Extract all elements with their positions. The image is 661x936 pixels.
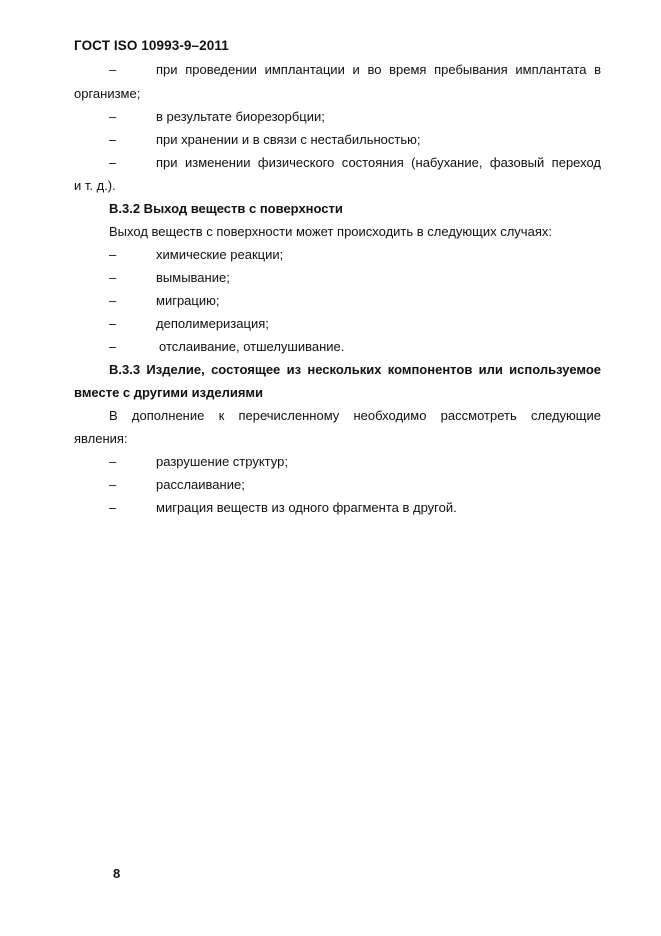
list-dash: –: [109, 62, 117, 77]
list-item: миграцию;: [156, 293, 220, 308]
section-heading-b33-cont: вместе с другими изделиями: [74, 385, 264, 400]
section-intro-cont: явления:: [74, 431, 128, 446]
section-heading-b32: В.3.2 Выход веществ с поверхности: [109, 201, 343, 216]
list-dash: –: [109, 132, 117, 147]
list-dash: –: [109, 155, 117, 170]
list-dash: –: [109, 247, 117, 262]
list-dash: –: [109, 316, 117, 331]
list-item: в результате биорезорбции;: [156, 109, 325, 124]
list-item: вымывание;: [156, 270, 230, 285]
list-dash: –: [109, 454, 117, 469]
list-item: миграция веществ из одного фрагмента в другой.: [156, 500, 457, 515]
list-item: деполимеризация;: [156, 316, 269, 331]
list-item: расслаивание;: [156, 477, 245, 492]
section-heading-b33: В.3.3 Изделие, состоящее из нескольких компонентов или используемое: [109, 362, 601, 377]
list-item-continuation: и т. д.).: [74, 178, 116, 193]
section-intro: В дополнение к перечисленному необходимо рассмотреть следующие: [109, 408, 601, 423]
list-dash: –: [109, 500, 117, 515]
list-item: при хранении и в связи с нестабильностью;: [156, 132, 421, 147]
list-dash: –: [109, 293, 117, 308]
list-dash: –: [109, 270, 117, 285]
document-header: ГОСТ ISO 10993-9–2011: [74, 38, 229, 53]
list-item-continuation: организме;: [74, 86, 141, 101]
page-number: 8: [113, 866, 121, 881]
list-item: при проведении имплантации и во время пребывания имплантата в: [156, 62, 601, 77]
list-item: химические реакции;: [156, 247, 284, 262]
list-dash: –: [109, 477, 117, 492]
list-dash: –: [109, 339, 117, 354]
list-dash: –: [109, 109, 117, 124]
section-intro: Выход веществ с поверхности может происходить в следующих случаях:: [109, 224, 552, 239]
list-item: разрушение структур;: [156, 454, 288, 469]
list-item: отслаивание, отшелушивание.: [159, 339, 345, 354]
list-item: при изменении физического состояния (набухание, фазовый переход: [156, 155, 601, 170]
